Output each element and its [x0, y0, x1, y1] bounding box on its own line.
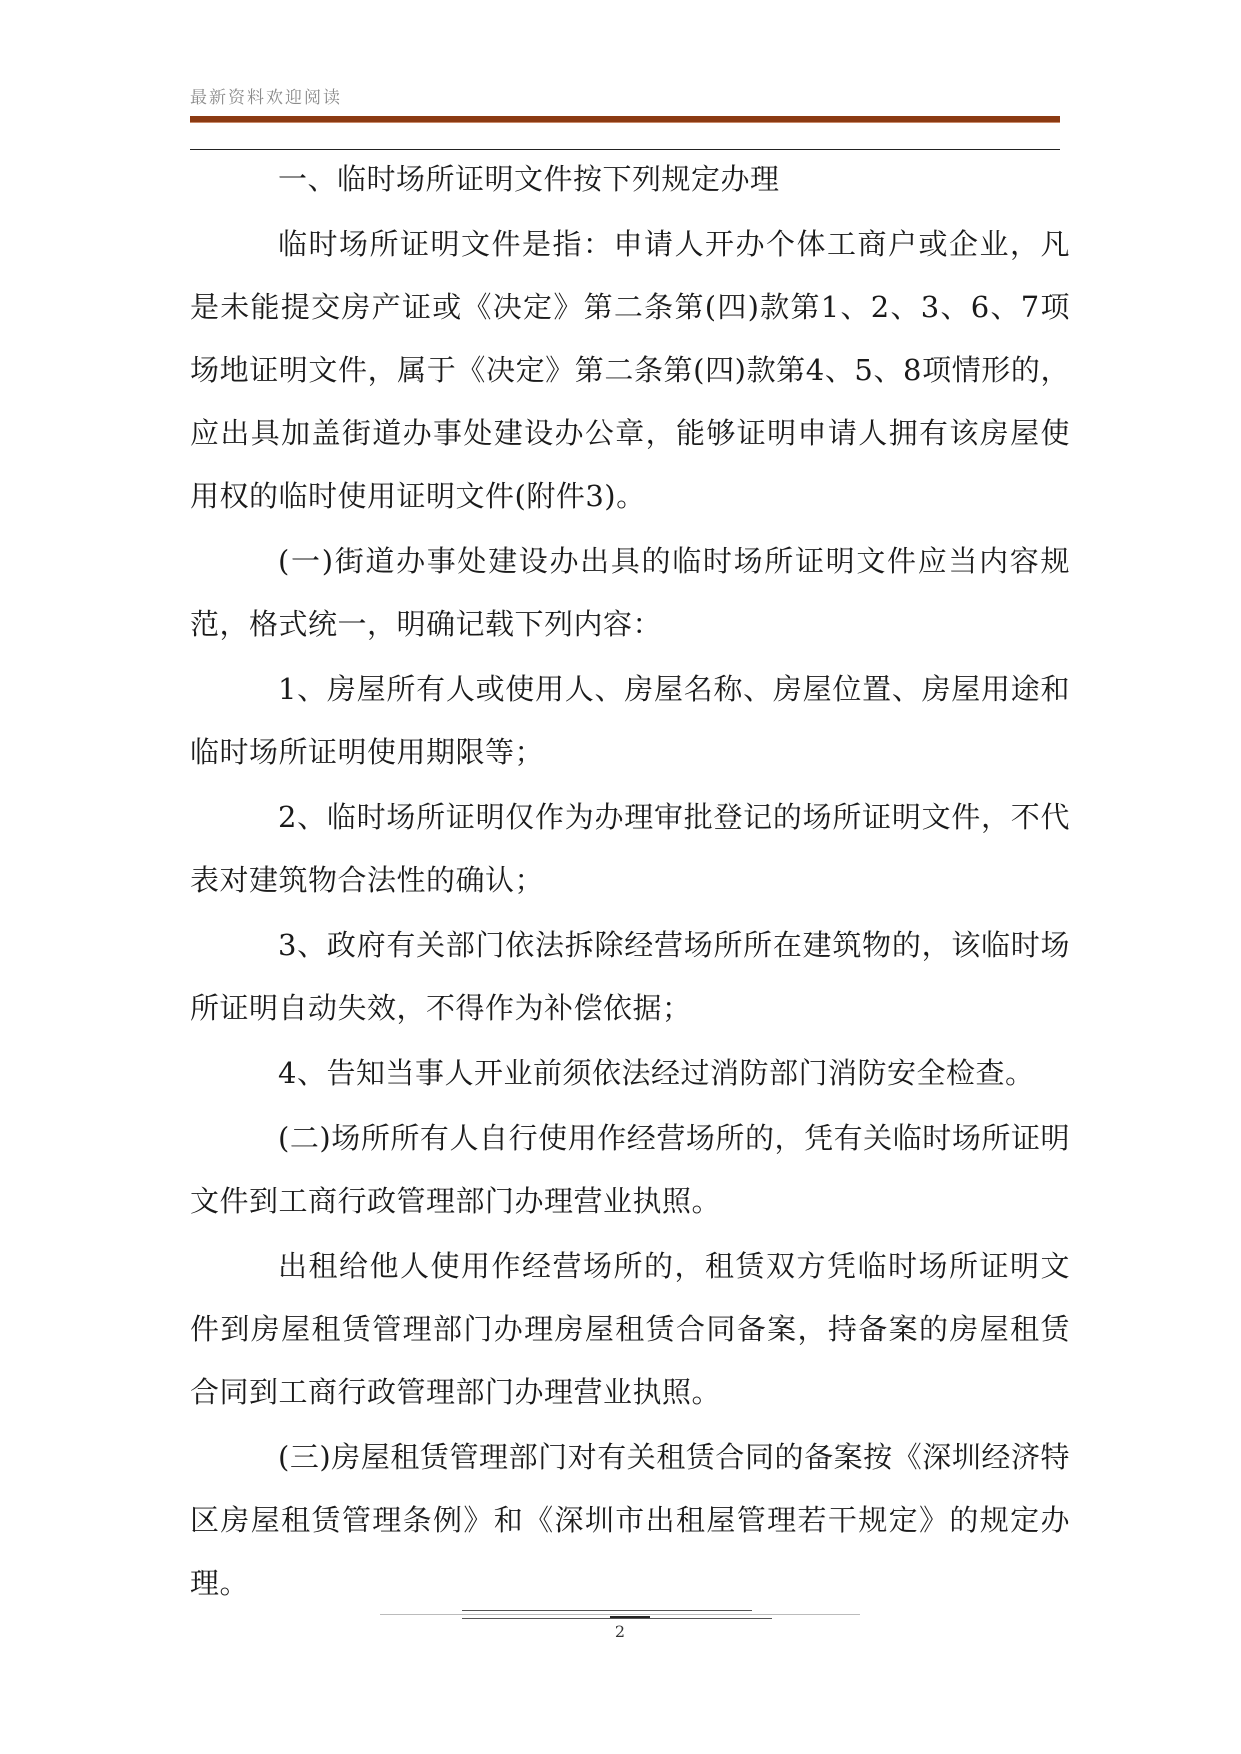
paragraph: 临时场所证明文件是指：申请人开办个体工商户或企业，凡是未能提交房产证或《决定》第二条第(四)款第1、2、3、6、7项场地证明文件，属于《决定》第二条第(四)款第4、5、8项情形的，应出具加盖街道办事处建设办公章，能够证明申请人拥有该房屋使用权的临时使用证明文件(附件3)。 — [190, 227, 1070, 513]
list-item: 1、房屋所有人或使用人、房屋名称、房屋位置、房屋用途和临时场所证明使用期限等； — [190, 672, 1070, 769]
footer-rule — [380, 1614, 860, 1615]
footer-rule — [462, 1610, 752, 1611]
paragraph: (一)街道办事处建设办出具的临时场所证明文件应当内容规范，格式统一，明确记载下列内容： — [190, 544, 1070, 641]
page-header — [190, 86, 1060, 150]
document-body — [190, 148, 1070, 1617]
paragraph: (三)房屋租赁管理部门对有关租赁合同的备案按《深圳经济特区房屋租赁管理条例》和《深圳市出租屋管理若干规定》的规定办理。 — [190, 1440, 1070, 1600]
list-item: 4、告知当事人开业前须依法经过消防部门消防安全检查。 — [278, 1056, 1035, 1090]
header-rule-thick — [190, 116, 1060, 123]
paragraph: (二)场所所有人自行使用作经营场所的，凭有关临时场所证明文件到工商行政管理部门办理营业执照。 — [190, 1121, 1070, 1218]
section-heading: 一、临时场所证明文件按下列规定办理 — [278, 162, 780, 196]
page-number: 2 — [614, 1622, 626, 1641]
paragraph: 出租给他人使用作经营场所的，租赁双方凭临时场所证明文件到房屋租赁管理部门办理房屋租赁合同备案，持备案的房屋租赁合同到工商行政管理部门办理营业执照。 — [190, 1249, 1070, 1409]
page-footer — [380, 1588, 860, 1648]
footer-mark — [610, 1616, 650, 1618]
list-item: 2、临时场所证明仅作为办理审批登记的场所证明文件，不代表对建筑物合法性的确认； — [190, 800, 1070, 897]
header-text: 最新资料欢迎阅读 — [190, 88, 342, 108]
footer-rule — [462, 1618, 772, 1619]
list-item: 3、政府有关部门依法拆除经营场所所在建筑物的，该临时场所证明自动失效，不得作为补偿依据； — [190, 928, 1070, 1025]
